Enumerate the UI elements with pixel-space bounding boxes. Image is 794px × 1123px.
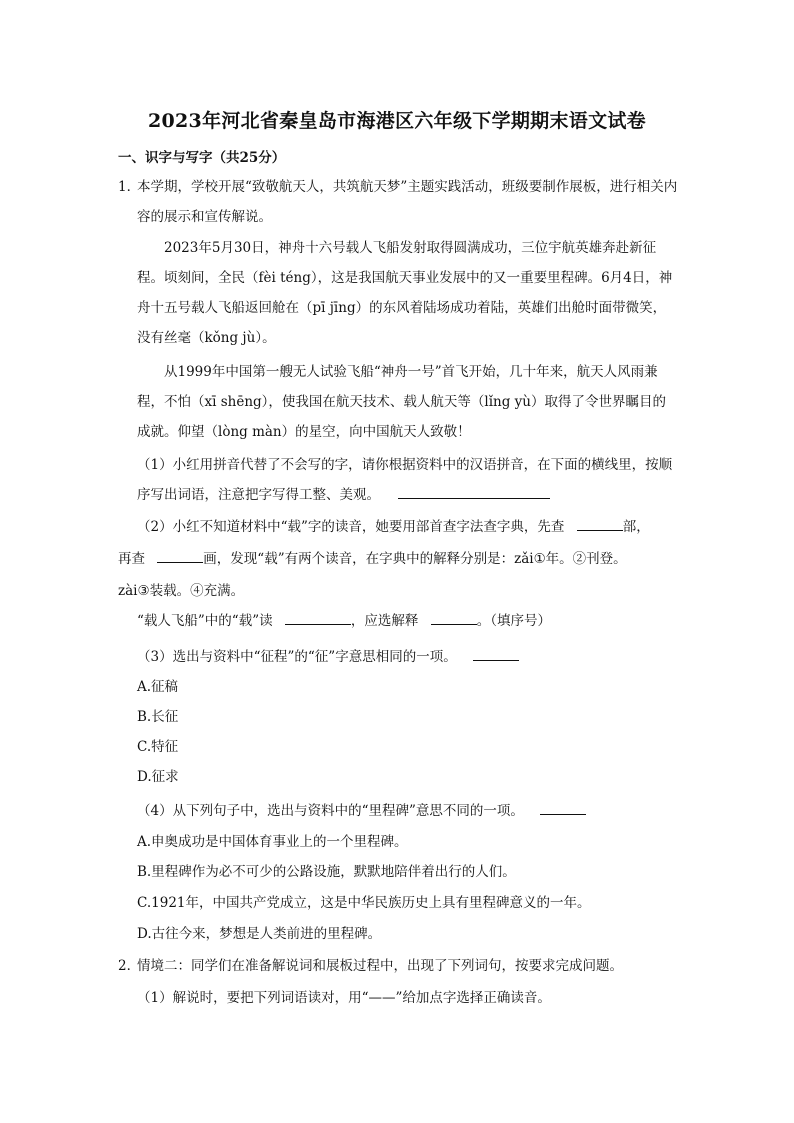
sub-question-1-text: （1）小红用拼音代替了不会写的字，请你根据资料中的汉语拼音，在下面的横线里，按顺序写出词语，注意把字写得工整、美观。 [137,457,673,503]
passage-paragraph-2: 从1999年中国第一艘无人试验飞船“神舟一号”首飞开始，几十年来，航天人风雨兼程，不怕（xī shēng），使我国在航天技术、载人航天等（lǐng yù）取得了令世界瞩目的成就。仰望（lòng màn）的星空，向中国航天人致敬！ [137,364,667,440]
section-heading: 一、识字与写字（共25分） [118,150,286,166]
sub-question-2-line-2 [118,544,678,574]
answer-blank[interactable] [473,659,519,661]
option-a: A.申奥成功是中国体育事业上的一个里程碑。 [137,834,408,850]
option-c: C.特征 [137,739,179,755]
option-b: B.里程碑作为必不可少的公路设施，默默地陪伴着出行的人们。 [137,864,516,880]
option-b: B.长征 [137,709,179,725]
question-2 [118,951,678,981]
question-number: 2． [118,958,141,974]
option-d: D.古往今来，梦想是人类前进的里程碑。 [137,926,382,942]
sub-question-2-line-3: zài③装载。④充满。 [118,583,245,599]
sub-question-2-text: （2）小红不知道材料中“载”字的读音，她要用部首查字法查字典，先查 [137,519,565,535]
sub-question-2-text: 部， [622,519,650,535]
answer-blank[interactable] [398,497,550,499]
question-2-intro: 情境二：同学们在准备解说词和展板过程中，出现了下列词句，按要求完成问题。 [137,958,623,974]
answer-blank-meaning[interactable] [431,623,477,625]
question-1 [118,172,678,232]
question-2-sub-1: （1）解说时，要把下列词语读对，用“——”给加点字选择正确读音。 [137,990,551,1006]
passage-paragraph-1: 2023年5月30日，神舟十六号载人飞船发射取得圆满成功，三位宇航英雄奔赴新征程。顷刻间，全民（fèi téng），这是我国航天事业发展中的又一重要里程碑。6月4日，神舟十五号载人飞船返回舱在（pī jīng）的东风着陆场成功着陆，英雄们出舱时面带微笑，没有丝毫（kǒng jù）。 [137,240,673,346]
sub-question-4 [137,796,678,826]
answer-blank-pronunciation[interactable] [285,623,351,625]
sub-question-2-text: “载人飞船”中的“载”读 [137,613,273,629]
answer-blank-radical[interactable] [577,529,623,531]
answer-blank[interactable] [540,813,586,815]
option-c: C.1921年，中国共产党成立，这是中华民族历史上具有里程碑意义的一年。 [137,895,591,911]
sub-question-2-text: 画，发现“载”有两个读音，在字典中的解释分别是：zǎi①年。②刊登。 [203,551,627,567]
answer-blank-strokes[interactable] [157,561,203,563]
option-a: A.征稿 [137,679,179,695]
sub-question-2-line-1 [137,512,678,542]
sub-question-3-text: （3）选出与资料中“征程”的“征”字意思相同的一项。 [137,649,457,665]
sub-question-1 [137,450,678,510]
sub-question-2-line-4 [137,606,678,636]
question-1-intro: 本学期，学校开展“致敬航天人，共筑航天梦”主题实践活动，班级要制作展板，进行相关内容的展示和宣传解说。 [137,179,678,225]
question-number: 1． [118,179,141,195]
sub-question-2-text: 。（填序号） [476,613,551,629]
page-title: 2023年河北省秦皇岛市海港区六年级下学期期末语文试卷 [148,110,646,132]
sub-question-3 [137,642,678,672]
sub-question-2-text: 再查 [118,551,145,567]
option-d: D.征求 [137,769,179,785]
sub-question-4-text: （4）从下列句子中，选出与资料中的“里程碑”意思不同的一项。 [137,803,524,819]
sub-question-2-text: ，应选解释 [350,613,419,629]
